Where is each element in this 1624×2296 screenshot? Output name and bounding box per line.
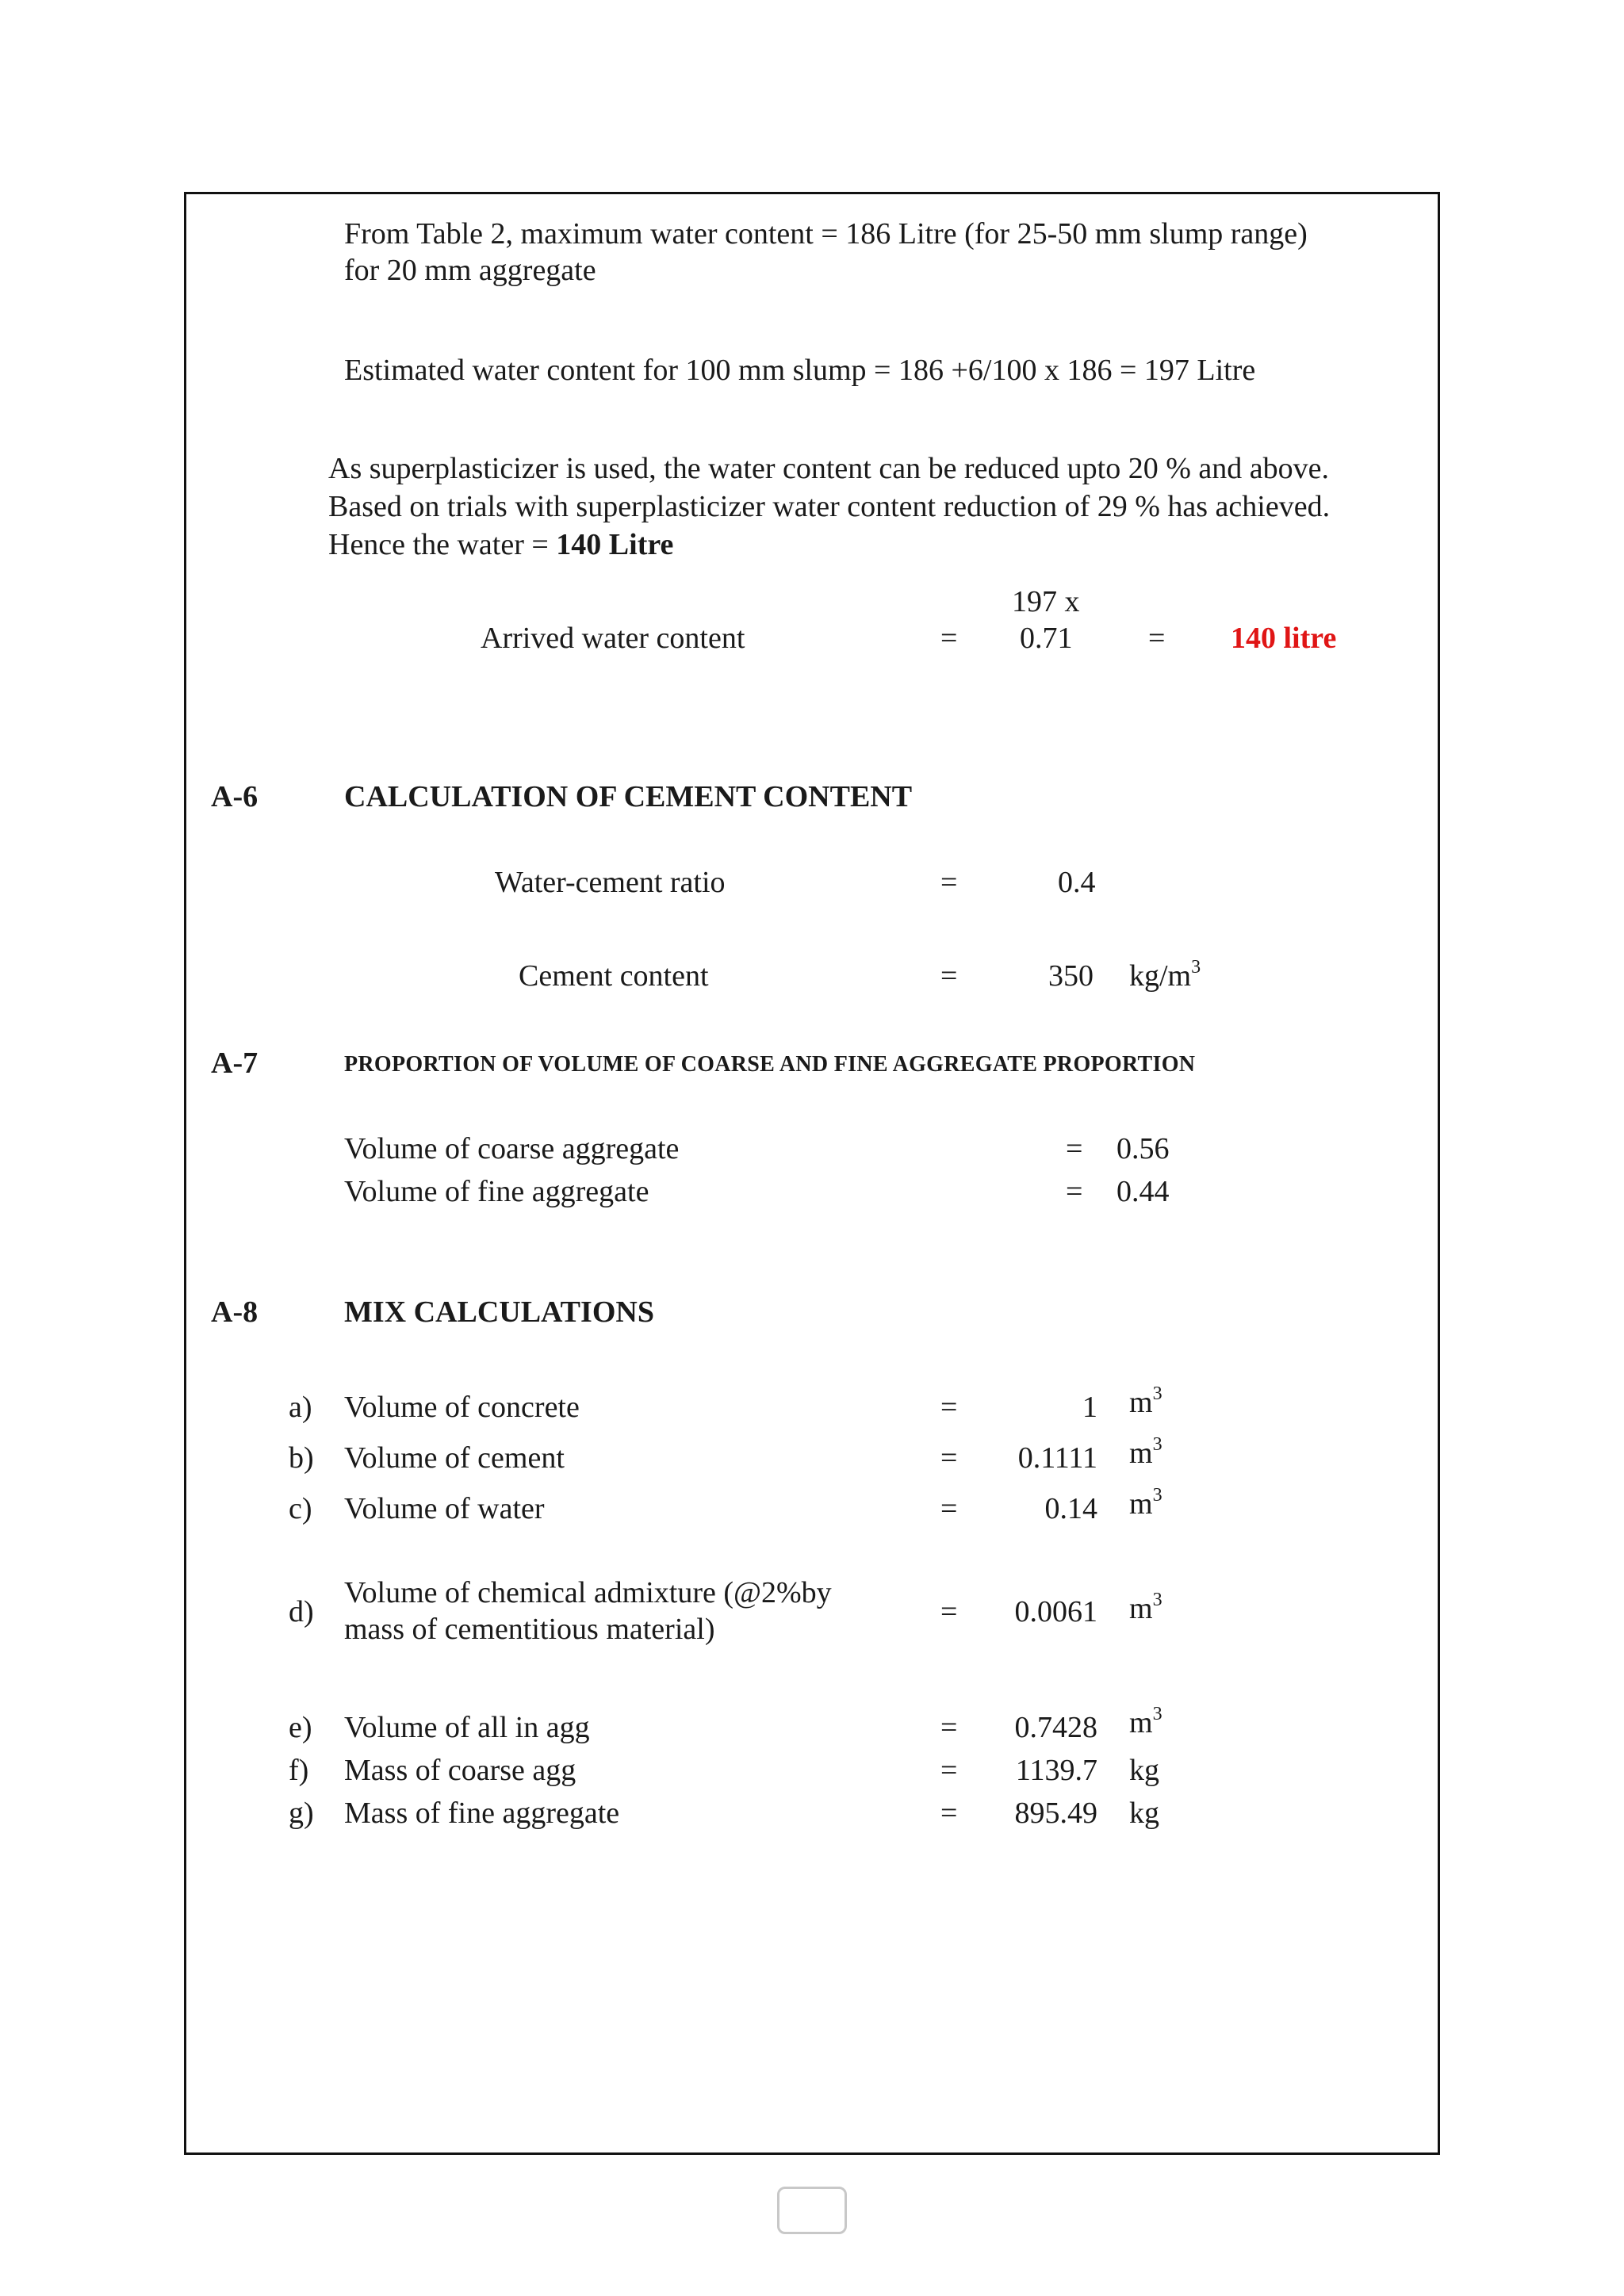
mix-item-unit: kg — [1129, 1754, 1159, 1787]
mix-item-unit: $m^3$ — [1129, 1704, 1162, 1739]
section-code-a7: A-7 — [211, 1047, 259, 1080]
mix-item-label: Mass of coarse agg — [344, 1754, 576, 1787]
mix-item-value: 895.49 — [1014, 1797, 1097, 1830]
mix-item-value: 1 — [1082, 1391, 1097, 1424]
mix-item-eq: = — [940, 1595, 958, 1628]
mix-item-letter: e) — [289, 1711, 312, 1744]
fine-aggregate-label: Volume of fine aggregate — [344, 1175, 649, 1208]
mix-item-unit: $m^3$ — [1129, 1485, 1162, 1521]
mix-item-label: Mass of fine aggregate — [344, 1797, 620, 1830]
section-code-a6: A-6 — [211, 780, 259, 813]
hence-water-text: Hence the water = — [328, 528, 557, 561]
page-number-box — [777, 2187, 847, 2234]
mix-item-letter: a) — [289, 1391, 312, 1424]
section-title-a8: MIX CALCULATIONS — [344, 1295, 654, 1329]
superplasticizer-line-2: Based on trials with superplasticizer water content reduction of 29 % has achieved. — [328, 490, 1331, 523]
coarse-aggregate-label: Volume of coarse aggregate — [344, 1132, 680, 1165]
intro-line-1: From Table 2, maximum water content = 186 Litre (for 25-50 mm slump range) — [344, 217, 1308, 251]
mix-item-letter: c) — [289, 1492, 312, 1525]
superplasticizer-line-3 — [328, 526, 673, 563]
mix-item-eq: = — [940, 1391, 958, 1424]
arrived-expr-top: 197 x — [1012, 585, 1080, 618]
mix-item-eq: = — [940, 1754, 958, 1787]
section-code-a8: A-8 — [211, 1295, 259, 1329]
cement-content-value: 350 — [1048, 959, 1094, 993]
arrived-water-label: Arrived water content — [481, 622, 745, 655]
mix-item-label: Volume of concrete — [344, 1391, 580, 1424]
section-title-a6: CALCULATION OF CEMENT CONTENT — [344, 780, 913, 813]
wc-ratio-value: 0.4 — [1058, 866, 1096, 899]
coarse-aggregate-eq: = — [1066, 1132, 1083, 1165]
arrived-result: 140 litre — [1231, 622, 1337, 655]
arrived-expr-bottom: 0.71 — [1020, 622, 1073, 655]
mix-item-unit: $m^3$ — [1129, 1590, 1162, 1625]
coarse-aggregate-value: 0.56 — [1116, 1132, 1170, 1165]
wc-ratio-eq: = — [940, 866, 958, 899]
fine-aggregate-eq: = — [1066, 1175, 1083, 1208]
mix-item-unit: kg — [1129, 1797, 1159, 1830]
mix-item-label: Volume of water — [344, 1492, 545, 1525]
section-title-a7: PROPORTION OF VOLUME OF COARSE AND FINE AGGREGATE PROPORTION — [344, 1052, 1196, 1077]
mix-item-letter: b) — [289, 1441, 314, 1475]
mix-item-letter: d) — [289, 1595, 314, 1628]
mix-item-letter: g) — [289, 1797, 314, 1830]
mix-item-eq: = — [940, 1492, 958, 1525]
wc-ratio-label: Water-cement ratio — [495, 866, 726, 899]
cement-content-eq: = — [940, 959, 958, 993]
mix-item-label: Volume of chemical admixture (@2%by — [344, 1576, 832, 1609]
mix-item-eq: = — [940, 1711, 958, 1744]
mix-item-unit: $m^3$ — [1129, 1434, 1162, 1470]
mix-item-label-line-2: mass of cementitious material) — [344, 1613, 715, 1646]
mix-item-value: 1139.7 — [1015, 1754, 1097, 1787]
mix-item-label: Volume of cement — [344, 1441, 565, 1475]
cement-content-unit: $kg/m^3$ — [1129, 957, 1201, 993]
hence-water-value: 140 Litre — [556, 528, 674, 561]
mix-item-value: 0.14 — [1044, 1492, 1097, 1525]
intro-line-2: for 20 mm aggregate — [344, 254, 596, 287]
fine-aggregate-value: 0.44 — [1116, 1175, 1170, 1208]
superplasticizer-line-1: As superplasticizer is used, the water content can be reduced upto 20 % and above. — [328, 452, 1329, 485]
mix-item-letter: f) — [289, 1754, 309, 1787]
arrived-eq: = — [940, 622, 958, 655]
mix-item-value: 0.7428 — [1014, 1711, 1097, 1744]
estimated-water-content: Estimated water content for 100 mm slump = 186 +6/100 x 186 = 197 Litre — [344, 354, 1256, 387]
mix-item-label: Volume of all in agg — [344, 1711, 590, 1744]
mix-item-eq: = — [940, 1441, 958, 1475]
mix-item-unit: $m^3$ — [1129, 1383, 1162, 1419]
mix-item-eq: = — [940, 1797, 958, 1830]
cement-content-label: Cement content — [519, 959, 709, 993]
arrived-eq-2: = — [1148, 622, 1166, 655]
mix-item-value: 0.1111 — [1017, 1441, 1097, 1475]
mix-item-value: 0.0061 — [1014, 1595, 1097, 1628]
